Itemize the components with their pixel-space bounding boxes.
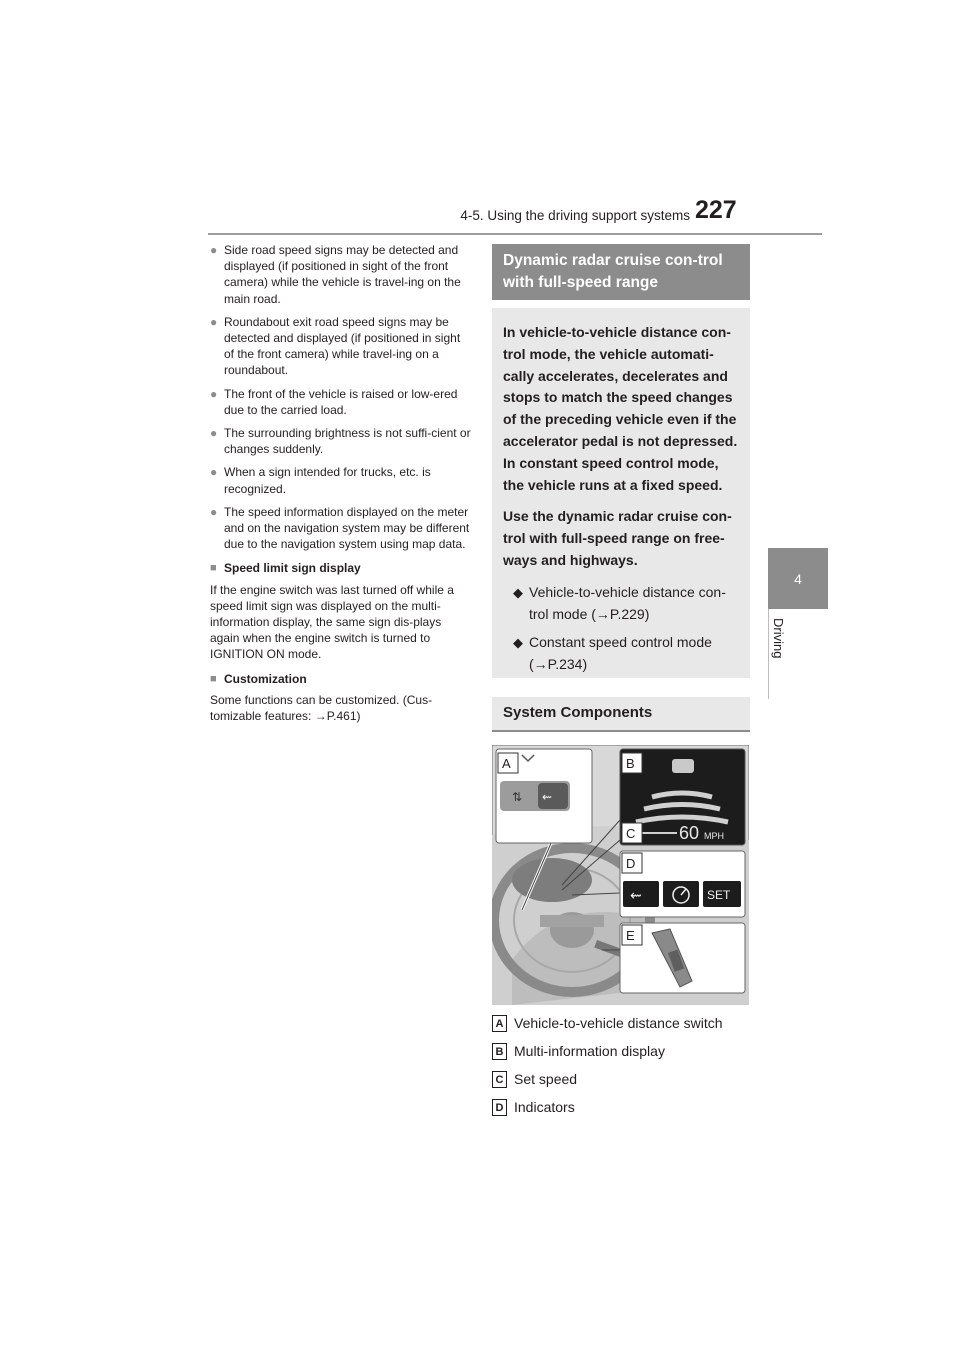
callout-a: A — [502, 756, 511, 771]
bullet-item: ● Roundabout exit road speed signs may be detected and displayed (if positioned in sight of the front camera) while travel-ing on a roundabout. — [210, 314, 461, 378]
chapter-label: Driving — [771, 618, 786, 659]
chapter-number: 4 — [794, 570, 802, 587]
legend-item-a — [492, 1015, 762, 1033]
legend-item-b — [492, 1043, 762, 1061]
svg-text:⇜: ⇜ — [630, 888, 642, 904]
square-bullet-icon: ■ — [210, 562, 217, 575]
set-indicator-text: SET — [707, 888, 731, 902]
legend-label: Vehicle-to-vehicle distance switch — [514, 1015, 723, 1031]
bullet-dot-icon: ● — [210, 465, 218, 480]
callout-d: D — [626, 856, 636, 871]
set-speed-unit: MPH — [704, 831, 724, 841]
intro-paragraph: In vehicle-to-vehicle distance con-trol mode, the vehicle automati-cally accelerates, decelerates and stops to match the speed changes of the preceding vehicle even if the accelerator pedal is not depressed. In constant speed control mode, the vehicle runs at a fixed speed. — [503, 324, 738, 493]
system-heading-underline — [492, 730, 750, 732]
legend-item-d — [492, 1099, 762, 1117]
mode-item: ◆ Constant speed control mode (→P.234) — [513, 634, 712, 673]
callout-b: B — [626, 756, 635, 771]
diamond-bullet-icon: ◆ — [513, 584, 523, 600]
bullet-dot-icon: ● — [210, 426, 218, 441]
bullet-item: ● When a sign intended for trucks, etc. is recognized. — [210, 465, 431, 496]
bullet-item: ● The surrounding brightness is not suffi-cient or changes suddenly. — [210, 426, 471, 457]
legend-letter: A — [492, 1015, 507, 1032]
svg-text:⇅: ⇅ — [512, 790, 523, 804]
diamond-bullet-icon: ◆ — [513, 635, 523, 651]
intro-paragraph: Use the dynamic radar cruise con-trol with full-speed range on free-ways and highways. — [503, 508, 732, 568]
speed-limit-heading: ■ Speed limit sign display — [210, 561, 361, 576]
left-column — [210, 242, 472, 730]
legend-letter: C — [492, 1071, 507, 1088]
bullet-dot-icon: ● — [210, 314, 218, 329]
header-section-title: 4-5. Using the driving support systems — [460, 208, 690, 223]
set-speed-value: 60 — [679, 823, 700, 843]
legend-letter: D — [492, 1099, 507, 1116]
page-number: 227 — [695, 196, 737, 224]
legend-item-c — [492, 1071, 762, 1089]
bullet-item: ● Side road speed signs may be detected and displayed (if positioned in sight of the front camera) while the vehicle is travel-ing on the main road. — [210, 243, 461, 306]
bullet-dot-icon: ● — [210, 386, 218, 401]
header-divider — [208, 233, 822, 235]
chapter-tab-line — [768, 609, 769, 699]
svg-text:⇜: ⇜ — [542, 790, 553, 804]
bullet-item: ● The front of the vehicle is raised or low-ered due to the carried load. — [210, 386, 458, 417]
bullet-dot-icon: ● — [210, 504, 218, 519]
dynamic-radar-heading: Dynamic radar cruise con-trol with full-speed range — [492, 244, 750, 300]
system-components-heading: System Components — [492, 697, 750, 731]
legend-label: Indicators — [514, 1099, 575, 1115]
bullet-dot-icon: ● — [210, 243, 218, 257]
mode-item: ◆ Vehicle-to-vehicle distance con-trol mode (→P.229) — [513, 583, 726, 622]
dynamic-radar-intro-box — [492, 308, 750, 678]
callout-e: E — [626, 928, 635, 943]
chapter-tab — [768, 548, 828, 609]
legend-label: Multi-information display — [514, 1043, 665, 1059]
customization-heading: ■ Customization — [210, 671, 307, 686]
legend-label: Set speed — [514, 1071, 578, 1087]
callout-c: C — [626, 826, 636, 841]
customization-text: Some functions can be customized. (Cus-tomizable features: →P.461) — [210, 692, 433, 724]
square-bullet-icon: ■ — [210, 672, 217, 685]
system-components-illustration — [492, 745, 749, 1005]
speed-limit-text: If the engine switch was last turned off while a speed limit sign was displayed on the multi-information display, the same sign dis-plays again when the engine switch is turned to IGNITION ON mode. — [210, 582, 454, 662]
legend-letter: B — [492, 1043, 507, 1060]
bullet-item: ● The speed information displayed on the meter and on the navigation system may be different due to the navigation system using map data. — [210, 504, 470, 552]
